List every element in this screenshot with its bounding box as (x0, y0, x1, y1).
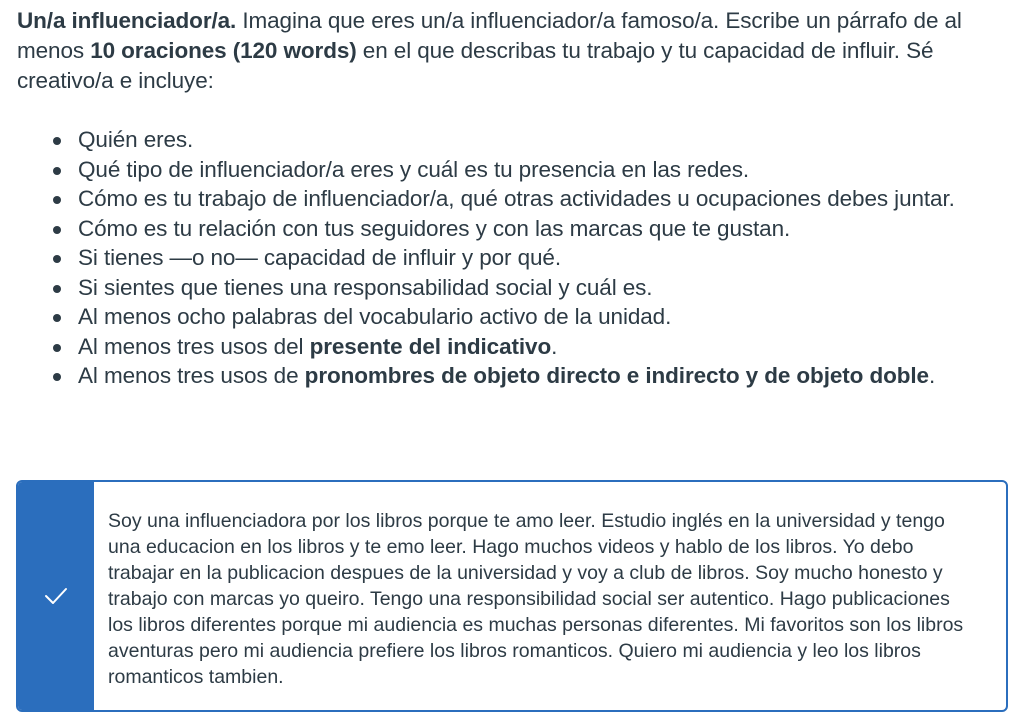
requirement-item: Qué tipo de influenciador/a eres y cuál es tu presencia en las redes. (78, 155, 1012, 185)
requirement-item-8-bold: presente del indicativo (309, 333, 552, 359)
requirement-item-8-prefix: Al menos tres usos del (78, 333, 310, 359)
requirement-item: Cómo es tu trabajo de influenciador/a, qué otras actividades u ocupaciones debes juntar. (78, 184, 1012, 214)
check-icon (44, 586, 68, 606)
requirement-item (78, 361, 1012, 391)
prompt-intro (17, 6, 1012, 96)
prompt-intro-part-1: Imagina que eres un/a influenciador/a famoso/a. Escribe un párrafo de al menos (17, 8, 962, 63)
prompt-intro-part-2: en el que describas tu trabajo y tu capacidad de influir. Sé creativo/a e incluye: (17, 38, 934, 93)
requirements-list (17, 125, 1012, 391)
answer-box (16, 480, 1008, 712)
prompt-title: Un/a influenciador/a. (17, 8, 237, 33)
requirement-item: Si tienes —o no— capacidad de influir y por qué. (78, 243, 1012, 273)
answer-text: Soy una influenciadora por los libros porque te amo leer. Estudio inglés en la universidad y tengo una educacion en los libros y te emo leer. Hago muchos videos y hablo de los libros. Yo debo trabajar en la publicacion despues de la universidad y voy a club de libros. Soy mucho honesto y trabajo con marcas yo queiro. Tengo una responsibilidad social ser autentico. Hago publicaciones los libros diferentes porque mi audiencia es muchas personas diferentes. Mi favoritos son los libros aventuras pero mi audiencia prefiere los libros romanticos. Quiero mi audiencia y leo los libros romanticos tambien. (108, 510, 964, 688)
requirement-item (78, 332, 1012, 362)
requirement-item: Quién eres. (78, 125, 1012, 155)
prompt-word-count: 10 oraciones (120 words) (90, 38, 357, 63)
requirement-item-9-bold: pronombres de objeto directo e indirecto y de objeto doble (304, 363, 929, 388)
question-prompt (17, 6, 1012, 391)
requirement-item-9-suffix: . (928, 363, 936, 388)
requirement-item: Si sientes que tienes una responsabilidad social y cuál es. (78, 273, 1012, 303)
requirement-item-8-suffix: . (551, 333, 558, 359)
requirement-item: Cómo es tu relación con tus seguidores y con las marcas que te gustan. (78, 214, 1012, 244)
requirement-item: Al menos ocho palabras del vocabulario activo de la unidad. (78, 302, 1012, 332)
answer-status-marker (18, 482, 94, 710)
requirement-item-9-prefix: Al menos tres usos de (78, 363, 305, 388)
